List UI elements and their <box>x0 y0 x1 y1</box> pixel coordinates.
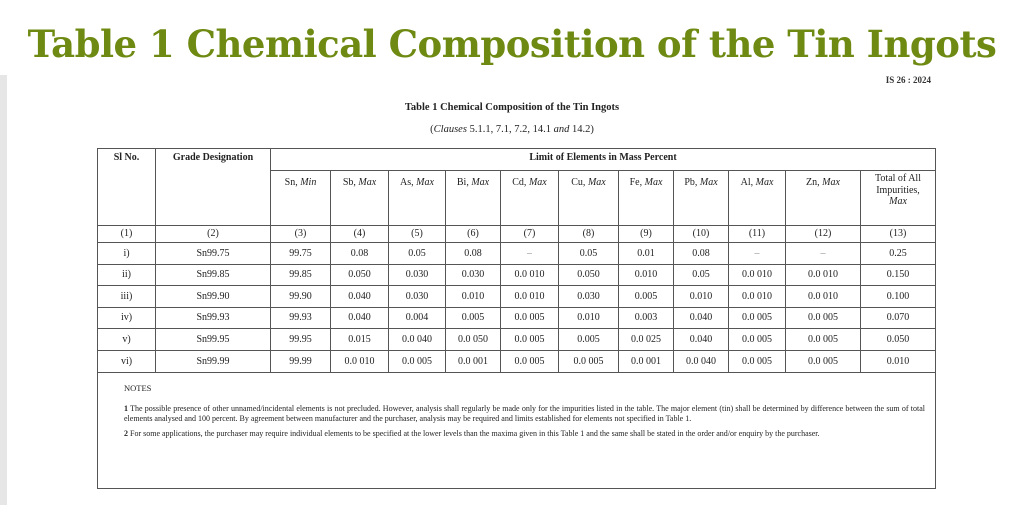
value-cell: 0.070 <box>861 307 936 329</box>
value-cell: 0.0 010 <box>729 286 786 308</box>
header-row-group <box>98 149 936 171</box>
value-cell: 0.010 <box>861 350 936 372</box>
value-cell: 0.030 <box>389 264 446 286</box>
left-edge-strip <box>0 75 7 505</box>
table-caption: Table 1 Chemical Composition of the Tin Ingots <box>404 102 620 113</box>
header-grade-designation: Grade Designation <box>156 149 271 226</box>
standard-number: IS 26 : 2024 <box>885 75 931 85</box>
value-cell: 0.0 005 <box>786 307 861 329</box>
value-cell: 99.99 <box>271 350 331 372</box>
sl-no-cell: iv) <box>98 307 156 329</box>
table-row <box>98 243 936 265</box>
header-as: As, Max <box>389 171 446 226</box>
value-cell: 0.0 005 <box>729 307 786 329</box>
value-cell: 0.005 <box>446 307 501 329</box>
value-cell: 0.0 010 <box>501 264 559 286</box>
clauses-reference <box>0 124 1024 135</box>
clauses-last: 14.2 <box>569 124 591 135</box>
value-cell: 0.0 005 <box>729 350 786 372</box>
value-cell: 0.0 040 <box>674 350 729 372</box>
open-paren: ( <box>430 124 434 135</box>
note-number: 1 <box>124 403 128 413</box>
value-cell: 0.0 005 <box>501 350 559 372</box>
value-cell: 0.004 <box>389 307 446 329</box>
value-cell: 0.040 <box>331 307 389 329</box>
value-cell: 99.95 <box>271 329 331 351</box>
value-cell: 99.75 <box>271 243 331 265</box>
value-cell: 0.0 005 <box>559 350 619 372</box>
value-cell: 0.0 010 <box>331 350 389 372</box>
column-number: (13) <box>861 226 936 243</box>
close-paren: ) <box>590 124 594 135</box>
value-cell: 0.0 005 <box>501 307 559 329</box>
value-cell: 0.05 <box>559 243 619 265</box>
notes-cell <box>98 372 936 488</box>
note-1 <box>124 404 925 425</box>
value-cell: 0.0 005 <box>786 350 861 372</box>
value-cell: 0.015 <box>331 329 389 351</box>
value-cell: 0.08 <box>674 243 729 265</box>
column-number: (7) <box>501 226 559 243</box>
value-cell: 0.0 010 <box>786 286 861 308</box>
grade-cell: Sn99.95 <box>156 329 271 351</box>
header-cu: Cu, Max <box>559 171 619 226</box>
value-cell: 0.003 <box>619 307 674 329</box>
column-number: (6) <box>446 226 501 243</box>
value-cell: 0.0 050 <box>446 329 501 351</box>
sl-no-cell: iii) <box>98 286 156 308</box>
column-number: (11) <box>729 226 786 243</box>
value-cell: 0.050 <box>861 329 936 351</box>
note-number: 2 <box>124 429 128 439</box>
column-number: (1) <box>98 226 156 243</box>
value-cell: 0.0 040 <box>389 329 446 351</box>
value-cell: 0.0 010 <box>786 264 861 286</box>
value-cell: – <box>729 243 786 265</box>
value-cell: 0.0 010 <box>729 264 786 286</box>
value-cell: 0.150 <box>861 264 936 286</box>
value-cell: 0.030 <box>446 264 501 286</box>
header-sn: Sn, Min <box>271 171 331 226</box>
value-cell: 0.05 <box>389 243 446 265</box>
table-row <box>98 286 936 308</box>
clauses-and: and <box>553 124 570 135</box>
value-cell: 0.040 <box>331 286 389 308</box>
header-pb: Pb, Max <box>674 171 729 226</box>
value-cell: 0.0 001 <box>619 350 674 372</box>
composition-table <box>97 148 936 489</box>
value-cell: 0.08 <box>446 243 501 265</box>
table-row <box>98 350 936 372</box>
grade-cell: Sn99.75 <box>156 243 271 265</box>
column-number: (4) <box>331 226 389 243</box>
value-cell: 99.90 <box>271 286 331 308</box>
table-row <box>98 264 936 286</box>
value-cell: 99.93 <box>271 307 331 329</box>
clauses-list: 5.1.1, 7.1, 7.2, 14.1 <box>466 124 554 135</box>
value-cell: 0.0 005 <box>501 329 559 351</box>
value-cell: – <box>786 243 861 265</box>
value-cell: 0.005 <box>619 286 674 308</box>
grade-cell: Sn99.90 <box>156 286 271 308</box>
header-zn: Zn, Max <box>786 171 861 226</box>
value-cell: 99.85 <box>271 264 331 286</box>
note-text: The possible presence of other unnamed/incidental elements is not precluded. However, analysis shall regularly be made only for the impurities listed in the table. The major element (tin) shall be determined by difference between the sum of total elements analysed and 100 percent. By agreement between manufacturer and the purchaser, analysis may be required and limits established for elements not specified in Table 1. <box>124 403 926 423</box>
header-sl-no: Sl No. <box>98 149 156 226</box>
value-cell: 0.010 <box>446 286 501 308</box>
value-cell: 0.050 <box>559 264 619 286</box>
banner-title: Table 1 Chemical Composition of the Tin Ingots <box>27 22 997 66</box>
value-cell: 0.040 <box>674 307 729 329</box>
grade-cell: Sn99.99 <box>156 350 271 372</box>
sl-no-cell: v) <box>98 329 156 351</box>
note-2 <box>124 429 925 439</box>
value-cell: 0.050 <box>331 264 389 286</box>
value-cell: 0.010 <box>559 307 619 329</box>
value-cell: 0.100 <box>861 286 936 308</box>
header-al: Al, Max <box>729 171 786 226</box>
value-cell: 0.0 001 <box>446 350 501 372</box>
value-cell: 0.08 <box>331 243 389 265</box>
column-number: (2) <box>156 226 271 243</box>
value-cell: 0.0 010 <box>501 286 559 308</box>
value-cell: 0.25 <box>861 243 936 265</box>
note-text: For some applications, the purchaser may require individual elements to be specified at the lower levels than the maxima given in this Table 1 and the same shall be stated in the order and/or enquiry by the purchaser. <box>128 429 820 439</box>
value-cell: 0.040 <box>674 329 729 351</box>
value-cell: 0.010 <box>619 264 674 286</box>
value-cell: 0.0 025 <box>619 329 674 351</box>
header-fe: Fe, Max <box>619 171 674 226</box>
value-cell: – <box>501 243 559 265</box>
value-cell: 0.01 <box>619 243 674 265</box>
header-total-impurities: Total of All Impurities, Max <box>861 171 936 226</box>
column-number: (9) <box>619 226 674 243</box>
sl-no-cell: ii) <box>98 264 156 286</box>
value-cell: 0.010 <box>674 286 729 308</box>
grade-cell: Sn99.85 <box>156 264 271 286</box>
header-bi: Bi, Max <box>446 171 501 226</box>
sl-no-cell: vi) <box>98 350 156 372</box>
grade-cell: Sn99.93 <box>156 307 271 329</box>
value-cell: 0.0 005 <box>729 329 786 351</box>
clauses-label: Clauses <box>433 124 467 135</box>
notes-row <box>98 372 936 488</box>
header-sb: Sb, Max <box>331 171 389 226</box>
value-cell: 0.05 <box>674 264 729 286</box>
column-number-row <box>98 226 936 243</box>
composition-table-container <box>97 148 935 489</box>
column-number: (10) <box>674 226 729 243</box>
table-row <box>98 329 936 351</box>
header-cd: Cd, Max <box>501 171 559 226</box>
value-cell: 0.0 005 <box>389 350 446 372</box>
header-limit-group: Limit of Elements in Mass Percent <box>271 149 936 171</box>
notes-heading: NOTES <box>124 382 152 393</box>
value-cell: 0.0 005 <box>786 329 861 351</box>
column-number: (12) <box>786 226 861 243</box>
value-cell: 0.030 <box>559 286 619 308</box>
column-number: (5) <box>389 226 446 243</box>
sl-no-cell: i) <box>98 243 156 265</box>
value-cell: 0.005 <box>559 329 619 351</box>
value-cell: 0.030 <box>389 286 446 308</box>
table-row <box>98 307 936 329</box>
column-number: (8) <box>559 226 619 243</box>
column-number: (3) <box>271 226 331 243</box>
